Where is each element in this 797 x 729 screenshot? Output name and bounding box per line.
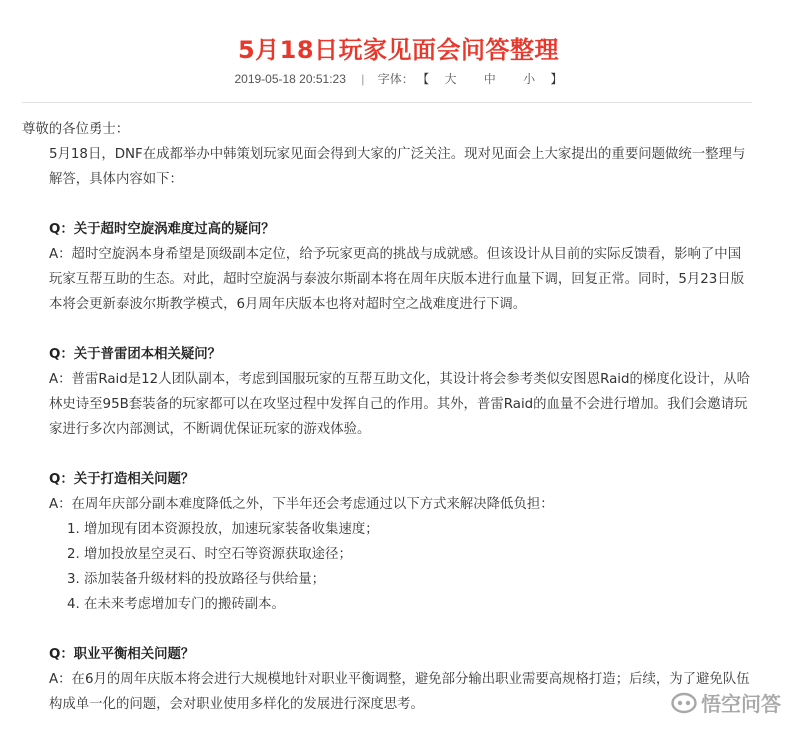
wukong-logo-icon [671,692,697,714]
bracket-open: 【 [417,72,430,86]
title-divider [22,102,752,103]
answer-3: A：在周年庆部分副本难度降低之外，下半年还会考虑通过以下方式来解决降低负担： [49,497,554,512]
article-title: 5月18日玩家见面会问答整理 [237,36,560,64]
article-meta [0,70,797,87]
spacer [22,442,752,467]
list-item: 1. 增加现有团本资源投放，加速玩家装备收集速度； [67,522,379,537]
wukong-watermark [671,688,781,717]
question-1: Q：关于超时空旋涡难度过高的疑问？ [49,222,275,237]
question-2: Q：关于普雷团本相关疑问？ [49,347,222,362]
font-size-small-link[interactable]: 小 [523,72,536,86]
font-size-large-link[interactable]: 大 [444,72,457,86]
answer-1: A：超时空旋涡本身希望是顶级副本定位，给予玩家更高的挑战与成就感。但该设计从目前的实际反馈看，影响了中国玩家互帮互助的生态。对此，超时空旋涡与泰波尔斯副本将在周年庆版本进行血量下调，回复正常。同时，5月23日版本将会更新泰波尔斯教学模式，6月周年庆版本也将对超时空之战难度进行下调。 [49,247,745,312]
list-item: 2. 增加投放星空灵石、时空石等资源获取途径； [67,547,352,562]
spacer [22,192,752,217]
question-4: Q：职业平衡相关问题？ [49,647,195,662]
answer-4: A：在6月的周年庆版本将会进行大规模地针对职业平衡调整，避免部分输出职业需要高规格打造；后续，为了避免队伍构成单一化的问题，会对职业使用多样化的发展进行深度思考。 [49,672,750,712]
publish-datetime: 2019-05-18 20:51:23 [234,72,346,86]
list-item: 3. 添加装备升级材料的投放路径与供给量； [67,572,326,587]
spacer [22,617,752,642]
intro-paragraph: 5月18日，DNF在成都举办中韩策划玩家见面会得到大家的广泛关注。现对见面会上大家提出的重要问题做统一整理与解答，具体内容如下： [49,147,746,187]
question-3: Q：关于打造相关问题？ [49,472,195,487]
article-body [22,117,752,717]
spacer [22,317,752,342]
font-size-label: 字体： [377,72,414,86]
meta-separator: | [361,72,365,86]
watermark-text: 悟空问答 [701,692,781,716]
answer-2: A：普雷Raid是12人团队副本，考虑到国服玩家的互帮互助文化，其设计将会参考类似安图恩Raid的梯度化设计，从哈林史诗至95B套装备的玩家都可以在攻坚过程中发挥自己的作用。其外，普雷Raid的血量不会进行增加。我们会邀请玩家进行多次内部测试，不断调优保证玩家的游戏体验。 [49,372,751,437]
font-size-medium-link[interactable]: 中 [483,72,496,86]
greeting: 尊敬的各位勇士： [22,122,130,137]
bracket-close: 】 [550,72,563,86]
list-item: 4. 在未来考虑增加专门的搬砖副本。 [67,597,285,612]
